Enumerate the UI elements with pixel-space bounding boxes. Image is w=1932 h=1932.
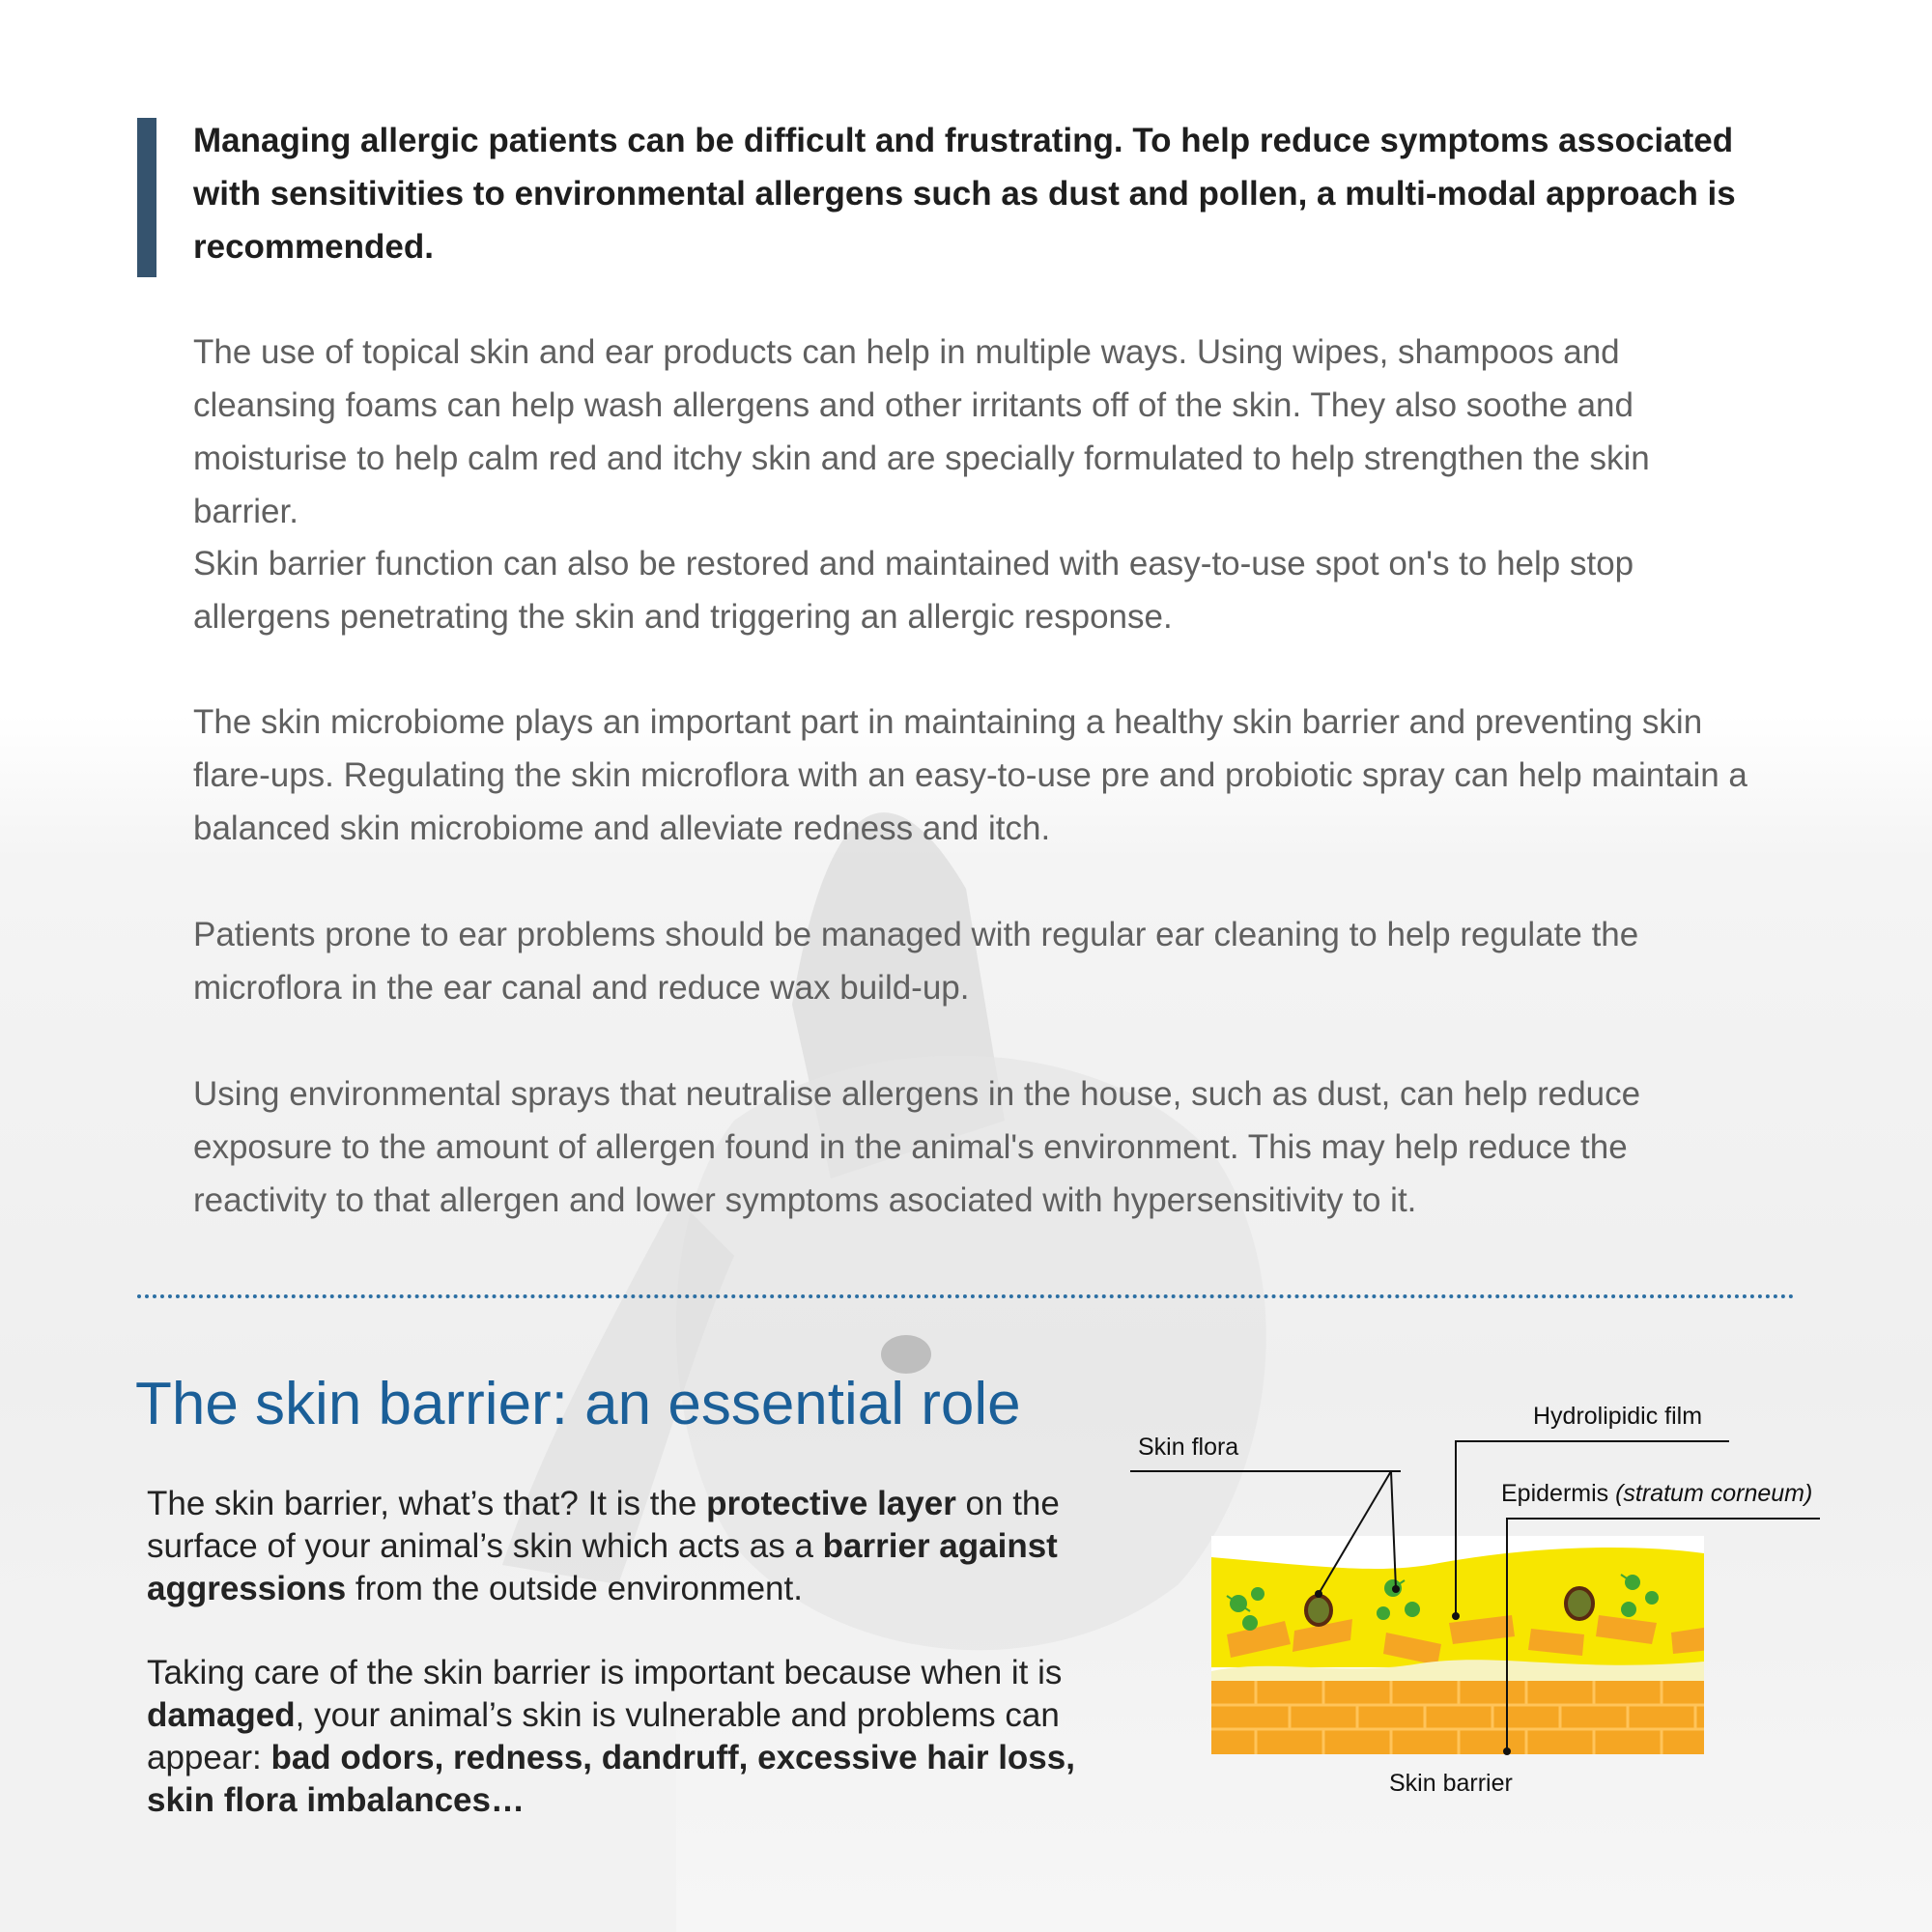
paragraph-environmental-sprays: Using environmental sprays that neutralise allergens in the house, such as dust, can help reduce exposure to the amount of allergen found in the animal's environment. This may help reduce the reactivity to that allergen and lower symptoms asociated with hypersensitivity to it. [193, 1075, 1641, 1219]
skin-barrier-importance: Taking care of the skin barrier is important because when it is damaged, your animal’s skin is vulnerable and problems can appear: bad odors, redness, dandruff, excessive hair loss, skin flora imbalances… [147, 1654, 1075, 1819]
intro-text: Managing allergic patients can be difficult and frustrating. To help reduce symptoms associated with sensitivities to environmental allergens such as dust and pollen, a multi-modal approach is recommended. [193, 122, 1736, 266]
intro-accent-bar [137, 118, 156, 277]
label-epidermis: Epidermis (stratum corneum) [1501, 1480, 1813, 1507]
skin-barrier-definition: The skin barrier, what’s that? It is the protective layer on the surface of your animal’s skin which acts as a barrier against aggressions from the outside environment. [147, 1485, 1060, 1607]
label-skin-flora: Skin flora [1138, 1434, 1239, 1461]
paragraph-spot-ons: Skin barrier function can also be restored and maintained with easy-to-use spot on's to help stop allergens penetrating the skin and triggering an allergic response. [193, 545, 1634, 636]
label-hydrolipidic-film: Hydrolipidic film [1533, 1403, 1703, 1430]
skin-barrier-diagram [1130, 1391, 1835, 1806]
dotted-divider [137, 1294, 1795, 1298]
paragraph-ear-cleaning: Patients prone to ear problems should be managed with regular ear cleaning to help regulate the microflora in the ear canal and reduce wax build-up. [193, 916, 1639, 1007]
paragraph-microbiome: The skin microbiome plays an important part in maintaining a healthy skin barrier and preventing skin flare-ups. Regulating the skin microflora with an easy-to-use pre and probiotic spray can help maintain a balanced skin microbiome and alleviate redness and itch. [193, 703, 1747, 847]
paragraph-topical-products: The use of topical skin and ear products can help in multiple ways. Using wipes, shampoos and cleansing foams can help wash allergens and other irritants off of the skin. They also soothe and moisturise to help calm red and itchy skin and are specially formulated to help strengthen the skin barrier. [193, 333, 1650, 530]
label-skin-barrier: Skin barrier [1389, 1770, 1513, 1797]
section-title: The skin barrier: an essential role [135, 1371, 1021, 1437]
